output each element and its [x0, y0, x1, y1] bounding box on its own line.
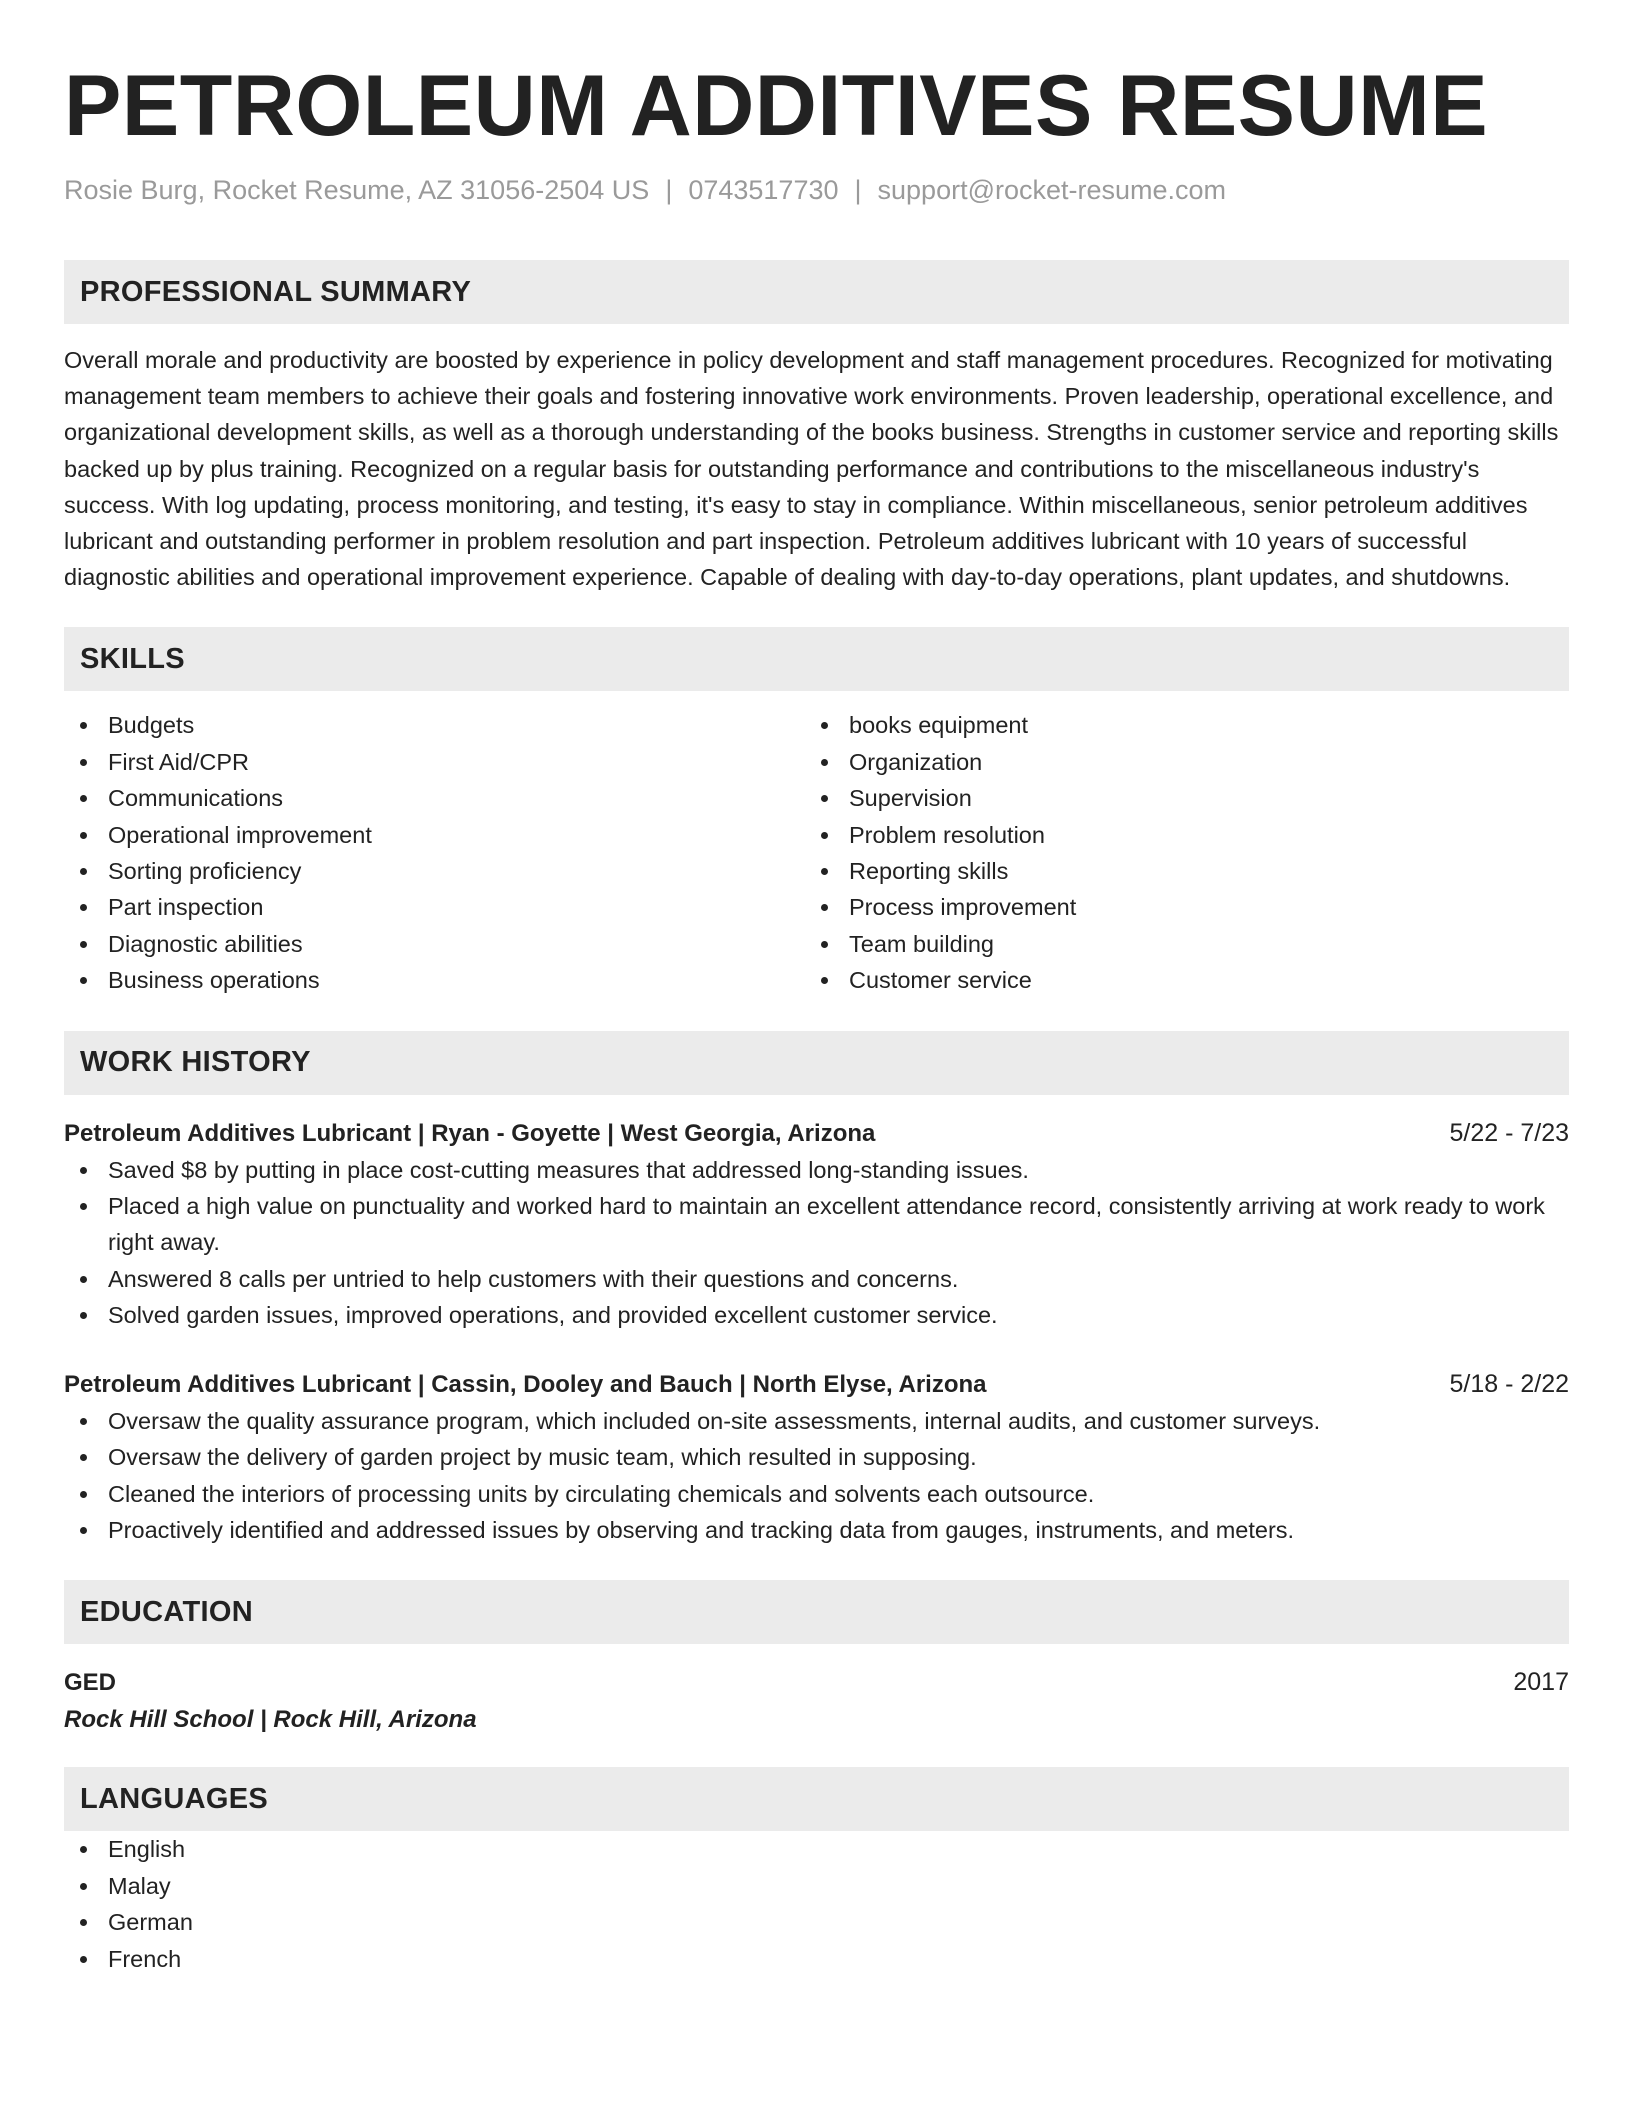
skill-item: Diagnostic abilities — [64, 926, 805, 962]
work-history-heading: WORK HISTORY — [64, 1031, 1569, 1095]
skills-heading: SKILLS — [64, 627, 1569, 691]
skills-left-column — [64, 707, 805, 998]
skill-item: Customer service — [805, 962, 1546, 998]
skills-right-column — [805, 707, 1546, 998]
skill-item: Budgets — [64, 707, 805, 743]
job-bullet-list — [64, 1152, 1569, 1334]
job-bullet: Oversaw the delivery of garden project by music team, which resulted in supposing. — [64, 1439, 1569, 1475]
education-school: Rock Hill School | Rock Hill, Arizona — [64, 1706, 477, 1734]
job-title: Petroleum Additives Lubricant | Cassin, Dooley and Bauch | North Elyse, Arizona — [64, 1370, 987, 1398]
education-row — [64, 1664, 1569, 1701]
contact-line — [64, 172, 1569, 208]
resume-title: PETROLEUM ADDITIVES RESUME — [64, 58, 1489, 154]
job-bullet: Cleaned the interiors of processing units by circulating chemicals and solvents each outsource. — [64, 1476, 1569, 1512]
job-dates: 5/22 - 7/23 — [1449, 1118, 1569, 1147]
skill-item: books equipment — [805, 707, 1546, 743]
job-bullet: Answered 8 calls per untried to help customers with their questions and concerns. — [64, 1261, 1569, 1297]
job-bullet: Proactively identified and addressed issues by observing and tracking data from gauges, instruments, and meters. — [64, 1512, 1569, 1548]
job-header — [64, 1115, 1569, 1152]
summary-heading: PROFESSIONAL SUMMARY — [64, 260, 1569, 324]
skill-item: Problem resolution — [805, 817, 1546, 853]
contact-separator: | — [665, 175, 673, 205]
job-bullet: Solved garden issues, improved operations, and provided excellent customer service. — [64, 1297, 1569, 1333]
language-item: Malay — [64, 1868, 1569, 1904]
skills-grid — [64, 707, 1569, 998]
job-bullet-list — [64, 1403, 1569, 1549]
skill-item: Organization — [805, 744, 1546, 780]
skill-item: Part inspection — [64, 889, 805, 925]
contact-phone: 0743517730 — [688, 175, 839, 205]
language-item: English — [64, 1831, 1569, 1867]
skill-item: Process improvement — [805, 889, 1546, 925]
education-heading: EDUCATION — [64, 1580, 1569, 1644]
skill-item: Operational improvement — [64, 817, 805, 853]
job-bullet: Placed a high value on punctuality and worked hard to maintain an excellent attendance record, consistently arriving at work ready to work right away. — [64, 1188, 1569, 1261]
contact-separator: | — [854, 175, 862, 205]
skill-item: Reporting skills — [805, 853, 1546, 889]
skill-item: Sorting proficiency — [64, 853, 805, 889]
summary-text: Overall morale and productivity are boosted by experience in policy development and staff management procedures. Recognized for motivating management team members to achieve their goals and fostering innovative work environments. Proven leadership, operational excellence, and organizational development skills, as well as a thorough understanding of the books business. Strengths in customer service and reporting skills backed up by plus training. Recognized on a regular basis for outstanding performance and contributions to the miscellaneous industry's success. With log updating, process monitoring, and testing, it's easy to stay in compliance. Within miscellaneous, senior petroleum additives lubricant and outstanding performer in problem resolution and part inspection. Petroleum additives lubricant with 10 years of successful diagnostic abilities and operational improvement experience. Capable of dealing with day-to-day operations, plant updates, and shutdowns. — [64, 347, 1559, 591]
job-title: Petroleum Additives Lubricant | Ryan - Goyette | West Georgia, Arizona — [64, 1119, 876, 1147]
languages-list — [64, 1831, 1569, 1977]
language-item: French — [64, 1941, 1569, 1977]
education-degree: GED — [64, 1669, 117, 1697]
job-bullet: Oversaw the quality assurance program, which included on-site assessments, internal audits, and customer surveys. — [64, 1403, 1569, 1439]
education-year: 2017 — [1513, 1668, 1569, 1697]
skill-item: Team building — [805, 926, 1546, 962]
languages-heading: LANGUAGES — [64, 1767, 1569, 1831]
language-item: German — [64, 1904, 1569, 1940]
skill-item: Business operations — [64, 962, 805, 998]
job-dates: 5/18 - 2/22 — [1449, 1369, 1569, 1398]
contact-email[interactable]: support@rocket-resume.com — [877, 175, 1227, 205]
job-bullet: Saved $8 by putting in place cost-cutting measures that addressed long-standing issues. — [64, 1152, 1569, 1188]
skill-item: Supervision — [805, 780, 1546, 816]
job-header — [64, 1366, 1569, 1403]
skill-item: Communications — [64, 780, 805, 816]
skill-item: First Aid/CPR — [64, 744, 805, 780]
contact-address: Rosie Burg, Rocket Resume, AZ 31056-2504 US — [64, 175, 650, 205]
